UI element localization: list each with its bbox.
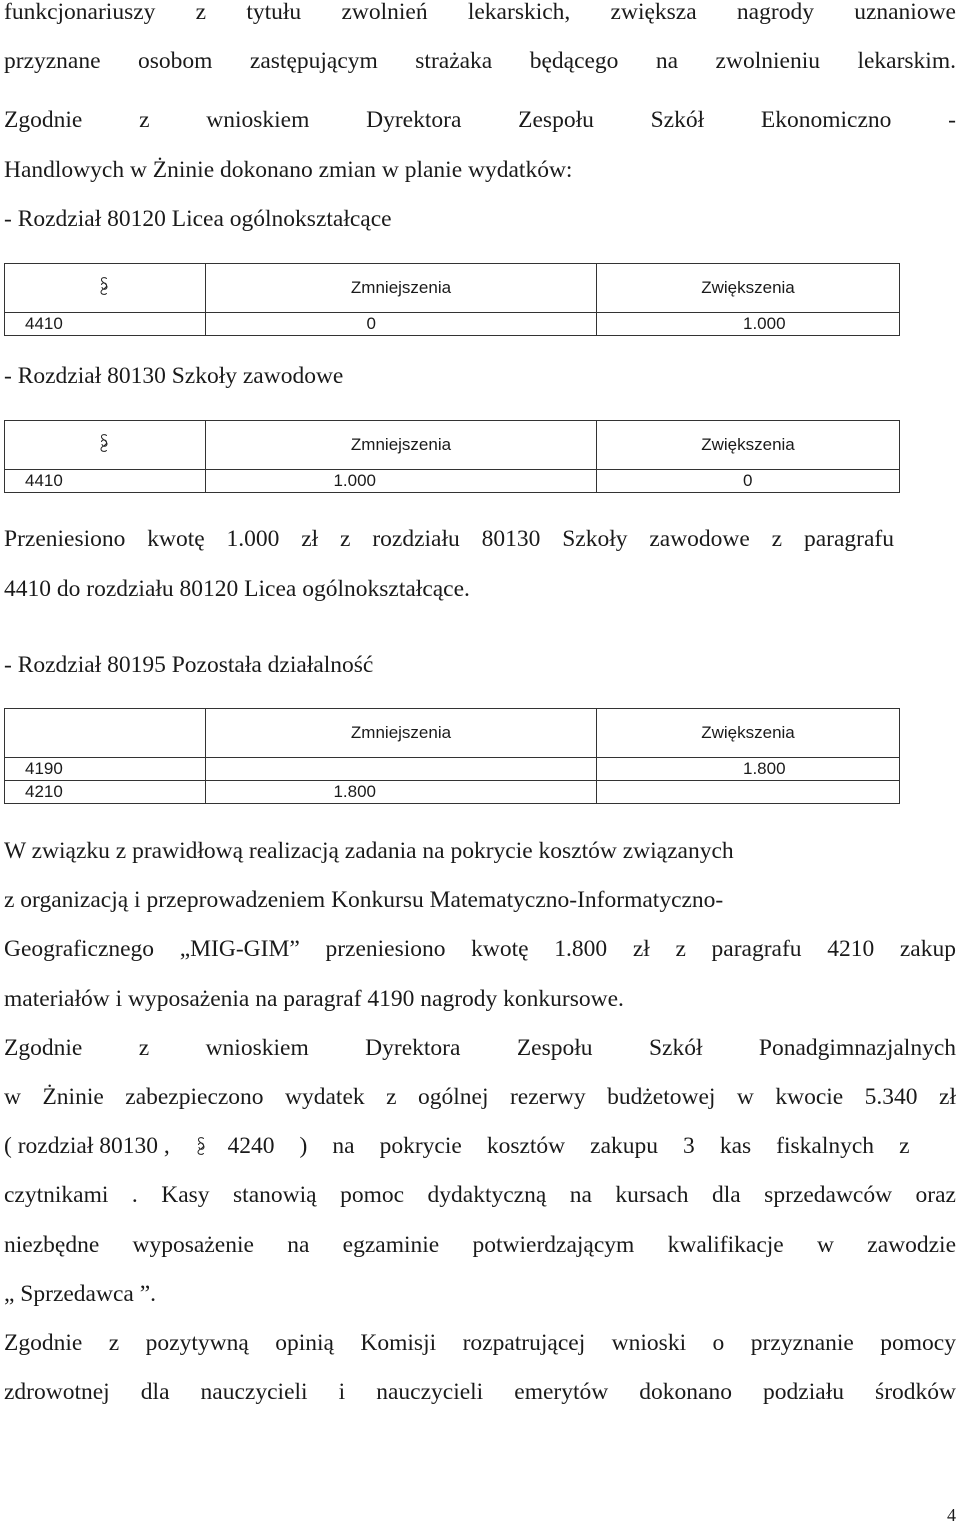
page-number: 4 xyxy=(947,1505,956,1525)
paragraph-symbol xyxy=(5,264,206,313)
paragraph-code: 4190 xyxy=(5,758,206,781)
text-line: Zgodnie z wnioskiem Dyrektora Zespołu Szkół Ekonomiczno - xyxy=(4,107,956,133)
text-line xyxy=(4,1131,910,1161)
section-sign-icon xyxy=(196,1135,206,1157)
text-line: „ Sprzedawca ”. xyxy=(4,1281,157,1307)
increase-value: 1.000 xyxy=(597,313,900,336)
section-sign-icon xyxy=(99,275,109,297)
text-line: 4410 do rozdziału 80120 Licea ogólnokształcące. xyxy=(4,576,470,602)
increase-value: 1.800 xyxy=(597,758,900,781)
section-heading: - Rozdział 80130 Szkoły zawodowe xyxy=(4,363,344,389)
header-increases: Zwiększenia xyxy=(597,421,900,470)
paragraph-code: 4410 xyxy=(5,470,206,493)
text-fragment: 4240 ) na pokrycie kosztów zakupu 3 kas fiskalnych z xyxy=(227,1133,910,1159)
text-line: Handlowych w Żninie dokonano zmian w planie wydatków: xyxy=(4,157,573,183)
decrease-value: 1.800 xyxy=(206,781,597,804)
header-decreases: Zmniejszenia xyxy=(206,709,597,758)
budget-table-80130 xyxy=(4,420,900,493)
text-line: w Żninie zabezpieczono wydatek z ogólnej rezerwy budżetowej w kwocie 5.340 zł xyxy=(4,1084,956,1110)
text-fragment: ( rozdział 80130 , xyxy=(4,1133,170,1159)
decrease-value: 1.000 xyxy=(206,470,597,493)
paragraph-code: 4210 xyxy=(5,781,206,804)
budget-table-80195 xyxy=(4,708,900,804)
text-line: Przeniesiono kwotę 1.000 zł z rozdziału 80130 Szkoły zawodowe z paragrafu xyxy=(4,526,894,552)
text-line: W związku z prawidłową realizacją zadania na pokrycie kosztów związanych xyxy=(4,838,734,864)
paragraph-code: 4410 xyxy=(5,313,206,336)
text-line: funkcjonariuszy z tytułu zwolnień lekarskich, zwiększa nagrody uznaniowe xyxy=(4,0,956,25)
paragraph-symbol xyxy=(5,421,206,470)
header-increases: Zwiększenia xyxy=(597,709,900,758)
text-line: z organizacją i przeprowadzeniem Konkursu Matematyczno-Informatyczno- xyxy=(4,887,724,913)
header-decreases: Zmniejszenia xyxy=(206,264,597,313)
increase-value xyxy=(597,781,900,804)
section-heading: - Rozdział 80195 Pozostała działalność xyxy=(4,652,374,678)
text-line: Geograficznego „MIG-GIM” przeniesiono kwotę 1.800 zł z paragrafu 4210 zakup xyxy=(4,936,956,962)
header-increases: Zwiększenia xyxy=(597,264,900,313)
text-line: czytnikami . Kasy stanowią pomoc dydaktyczną na kursach dla sprzedawców oraz xyxy=(4,1182,956,1208)
increase-value: 0 xyxy=(597,470,900,493)
text-line: niezbędne wyposażenie na egzaminie potwierdzającym kwalifikacje w zawodzie xyxy=(4,1232,956,1258)
text-line: materiałów i wyposażenia na paragraf 4190 nagrody konkursowe. xyxy=(4,986,624,1012)
paragraph-symbol-empty xyxy=(5,709,206,758)
text-line: zdrowotnej dla nauczycieli i nauczycieli emerytów dokonano podziału środków xyxy=(4,1379,956,1405)
budget-table-80120 xyxy=(4,263,900,336)
header-decreases: Zmniejszenia xyxy=(206,421,597,470)
section-heading: - Rozdział 80120 Licea ogólnokształcące xyxy=(4,206,392,232)
section-sign-icon xyxy=(99,432,109,454)
text-line: przyznane osobom zastępującym strażaka będącego na zwolnieniu lekarskim. xyxy=(4,48,956,74)
text-line: Zgodnie z wnioskiem Dyrektora Zespołu Szkół Ponadgimnazjalnych xyxy=(4,1035,956,1061)
decrease-value xyxy=(206,758,597,781)
decrease-value: 0 xyxy=(206,313,597,336)
text-line: Zgodnie z pozytywną opinią Komisji rozpatrującej wnioski o przyznanie pomocy xyxy=(4,1330,956,1356)
